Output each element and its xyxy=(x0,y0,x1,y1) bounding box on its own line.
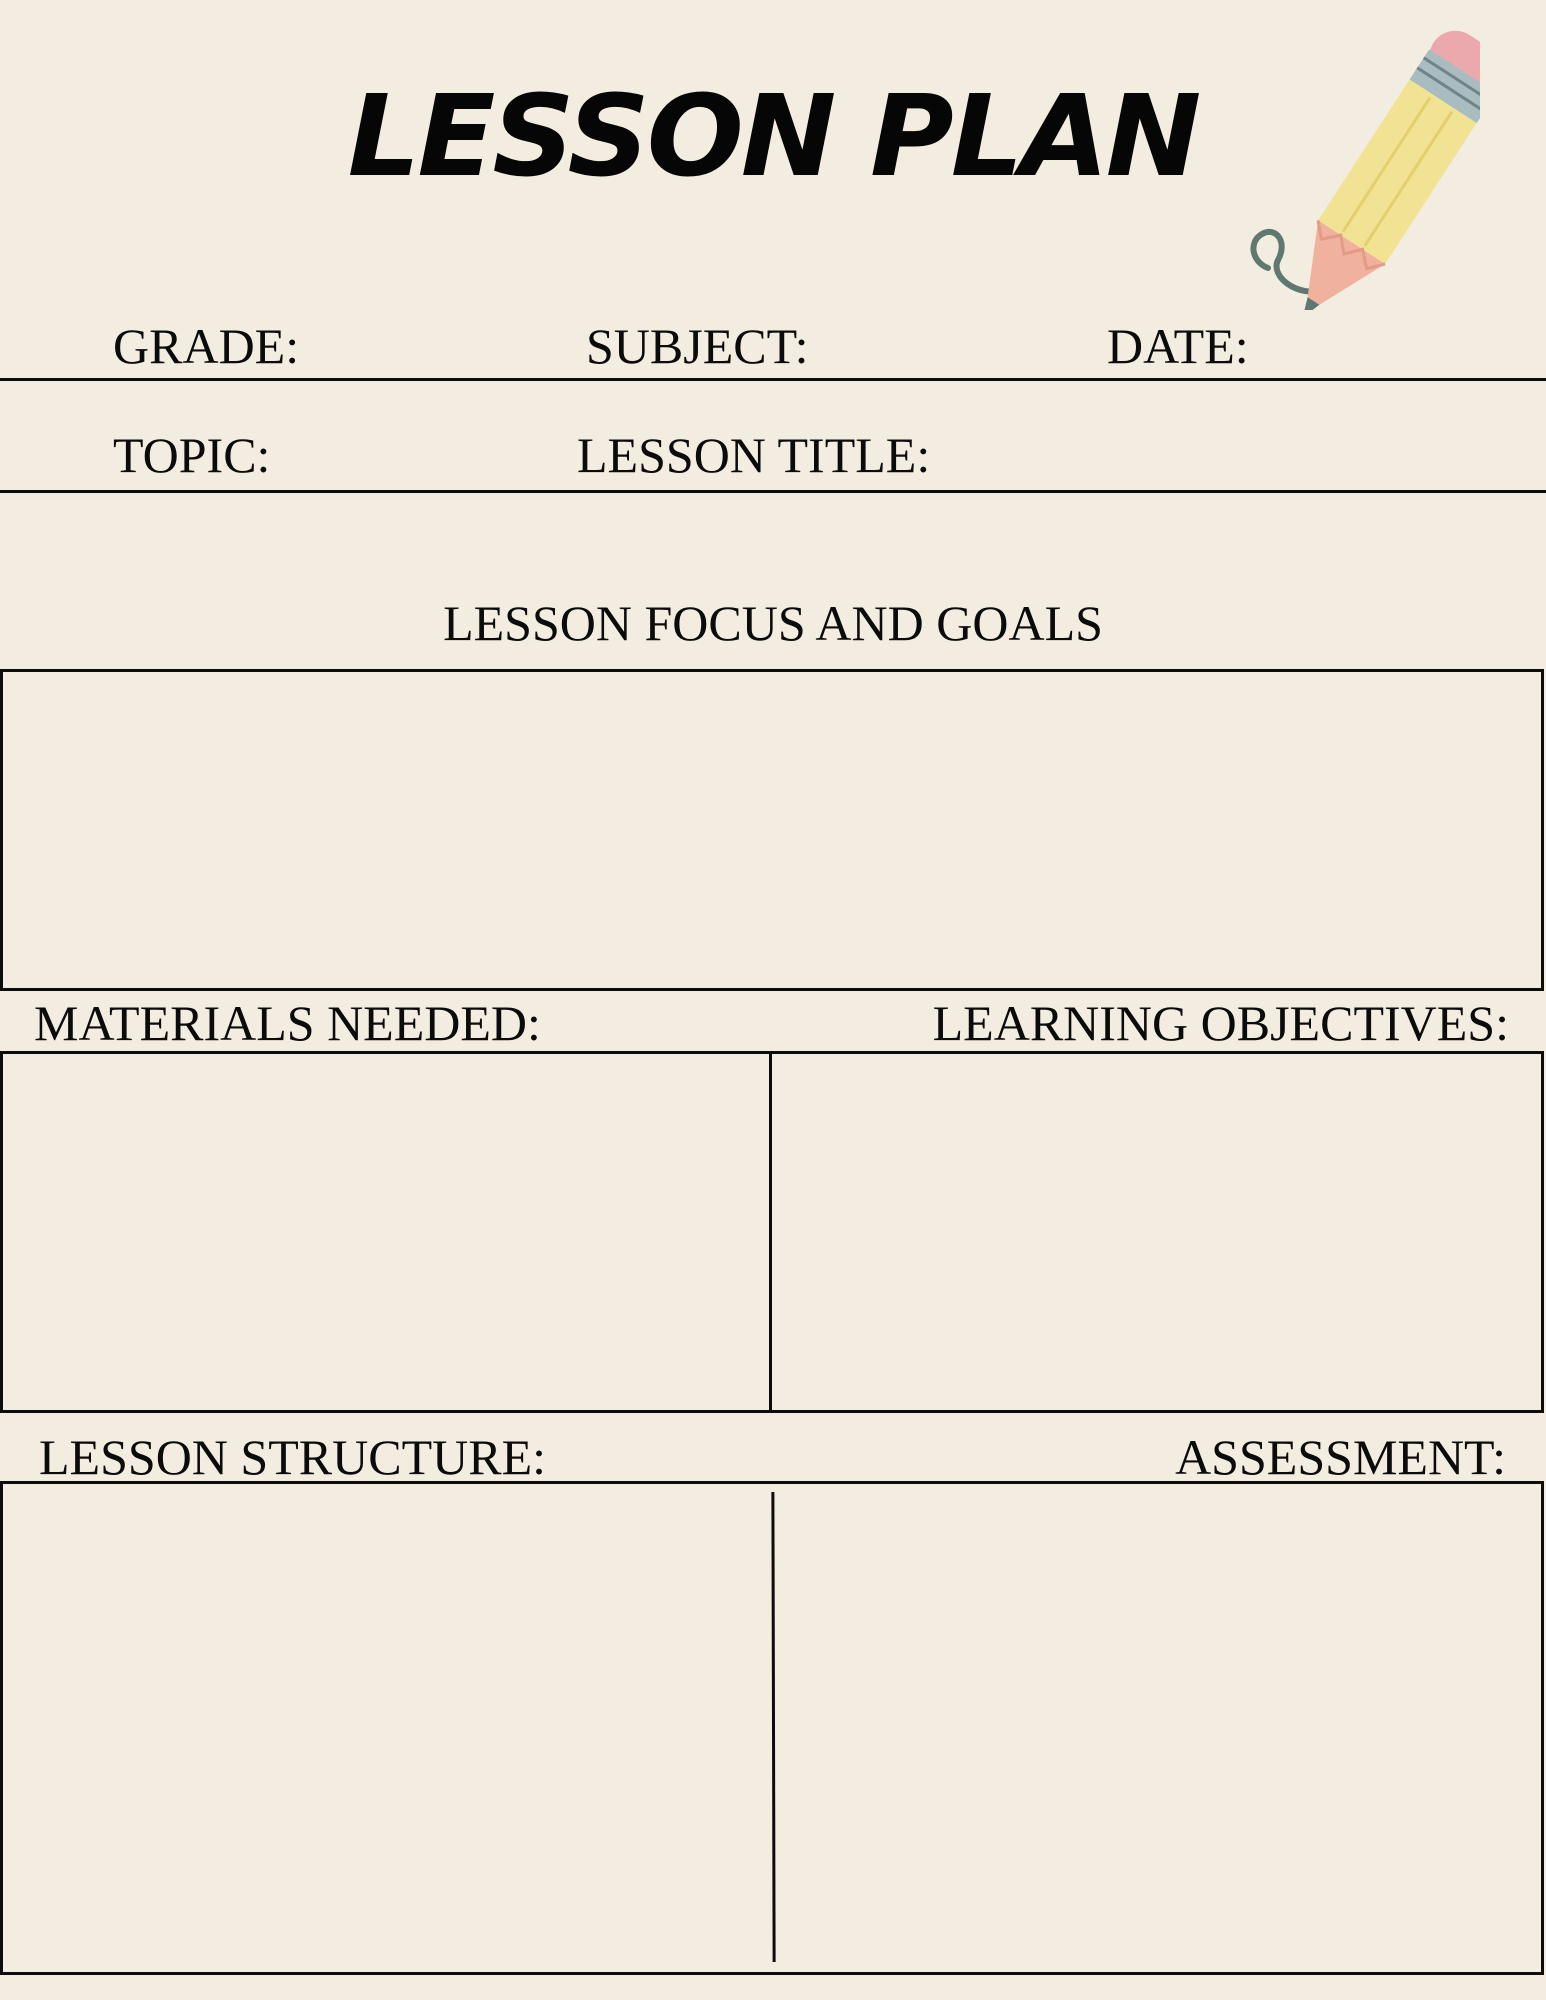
topic-label: TOPIC: xyxy=(113,427,271,483)
divider-line xyxy=(0,378,1546,381)
objectives-heading: LEARNING OBJECTIVES: xyxy=(932,995,1509,1051)
materials-box[interactable] xyxy=(3,1054,769,1410)
divider-line xyxy=(0,490,1546,493)
grade-label: GRADE: xyxy=(113,318,300,374)
pencil-icon xyxy=(1150,10,1480,310)
date-label: DATE: xyxy=(1107,318,1249,374)
focus-goals-heading: LESSON FOCUS AND GOALS xyxy=(443,595,1103,651)
lesson-title-label: LESSON TITLE: xyxy=(577,427,931,483)
structure-heading: LESSON STRUCTURE: xyxy=(39,1429,547,1485)
page-title: LESSON PLAN xyxy=(347,72,1199,202)
structure-box[interactable] xyxy=(3,1484,771,1972)
subject-label: SUBJECT: xyxy=(586,318,809,374)
materials-heading: MATERIALS NEEDED: xyxy=(34,995,541,1051)
objectives-box[interactable] xyxy=(772,1054,1541,1410)
focus-goals-box[interactable] xyxy=(0,669,1544,991)
assessment-box[interactable] xyxy=(776,1484,1541,1972)
assessment-heading: ASSESSMENT: xyxy=(1175,1429,1506,1485)
